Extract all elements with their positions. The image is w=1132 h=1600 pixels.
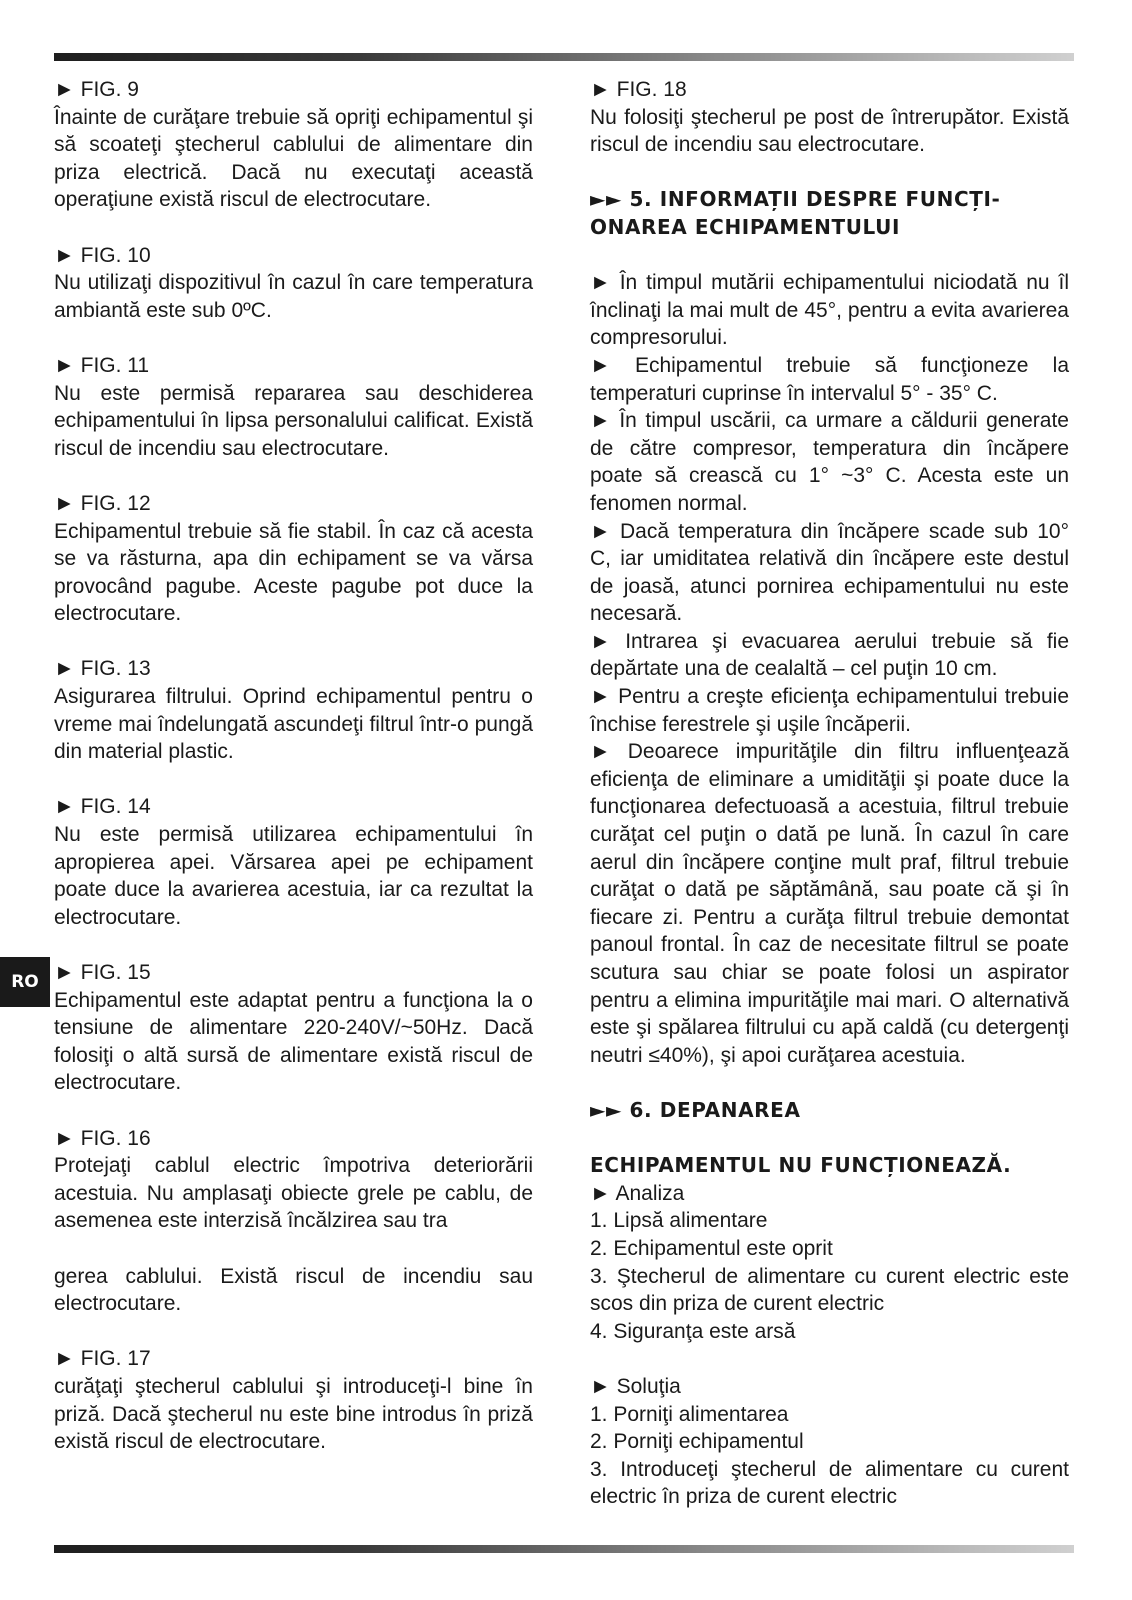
fig-label: ► FIG. 16 [54,1126,151,1150]
fig-label: ► FIG. 13 [54,657,151,681]
section-6-subheading: ECHIPAMENTUL NU FUNCȚIONEAZĂ. [590,1153,1012,1178]
fig-text: Nu folosiţi ştecherul pe post de întrerupător. Există riscul de incendiu sau electrocutare. [590,105,1069,157]
bottom-rule [54,1545,1074,1553]
fig-text: Înainte de curăţare trebuie să opriţi echipamentul şi să scoateţi ştecherul cablului de alimentare din priza electrică. Dacă nu executaţi această operaţiune există riscul de electrocutare. [54,105,533,212]
left-column [54,76,533,1456]
solution-label: ► Soluţia [590,1374,681,1398]
info-item: ► Pentru a creşte eficienţa echipamentului trebuie închise ferestrele şi uşile încăperii. [590,685,1069,736]
info-item: ► În timpul mutării echipamentului niciodată nu îl înclinaţi la mai mult de 45°, pentru a evita avarierea compresorului. [590,271,1069,350]
fig-text: Echipamentul este adaptat pentru a funcţiona la o tensiune de alimentare 220-240V/~50Hz. Dacă folosiţi o altă sursă de alimentare există riscul de electrocutare. [54,988,533,1095]
fig12-block [54,490,533,628]
info-item: ► Deoarece impurităţile din filtru influenţează eficienţa de eliminare a umidităţii şi poate duce la funcţionarea defectuoasă a acestuia, filtrul trebuie curăţat cel puţin o dată pe lună. În cazul în care aerul din încăpere conţine mult praf, filtrul trebuie curăţat o dată pe săptămână, sau poate că şi în fiecare zi. Pentru a curăţa filtrul trebuie demontat panoul frontal. În caz de necesitate filtrul se poate scutura sau chiar se poate folosi un aspirator pentru a elimina impurităţile mai mari. O alternativă este şi spălarea filtrului cu apă caldă (cu detergenţi neutri ≤40%), şi apoi curăţarea acestuia. [590,740,1069,1067]
fig16-block [54,1125,533,1318]
analysis-item: 4. Siguranţa este arsă [590,1319,796,1343]
analysis-item: 3. Ştecherul de alimentare cu curent electric este scos din priza de curent electric [590,1264,1069,1316]
fig13-block [54,655,533,765]
fig17-block [54,1345,533,1455]
fig-text: Nu utilizaţi dispozitivul în cazul în care temperatura ambiantă este sub 0ºC. [54,271,533,322]
analysis-item: 1. Lipsă alimentare [590,1209,768,1233]
fig18-block [590,76,1069,159]
section-5 [590,186,1069,1069]
fig-text-continued: gerea cablului. Există riscul de incendiu sau electrocutare. [54,1264,533,1316]
fig-label: ► FIG. 9 [54,78,139,101]
info-item: ► În timpul uscării, ca urmare a căldurii generate de către compresor, temperatura din încăpere poate să crească cu 1° ~3° C. Acesta este un fenomen normal. [590,409,1069,515]
fig-label: ► FIG. 15 [54,961,151,984]
info-item: ► Echipamentul trebuie să funcţioneze la temperaturi cuprinse în intervalul 5° - 35° C. [590,353,1069,405]
fig9-block [54,76,533,214]
info-item: ► Dacă temperatura din încăpere scade sub 10° C, iar umiditatea relativă din încăpere este destul de joasă, atunci pornirea echipamentului nu este necesară. [590,519,1069,626]
fig-label: ► FIG. 10 [54,243,151,267]
fig-text: Protejaţi cablul electric împotriva deteriorării acestuia. Nu amplasaţi obiecte grele pe cablu, de asemenea este interzisă încălzirea sau tra [54,1154,533,1233]
language-badge: RO [0,957,50,1007]
fig-text: curăţaţi ştecherul cablului şi introduceţi-l bine în priză. Dacă ştecherul nu este bine introdus în priză există riscul de electrocutare. [54,1374,533,1454]
analysis-item: 2. Echipamentul este oprit [590,1236,833,1260]
fig15-block [54,959,533,1097]
analysis-label: ► Analiza [590,1181,685,1205]
fig-label: ► FIG. 18 [590,78,687,101]
solution-item: 1. Porniţi alimentarea [590,1402,789,1426]
top-rule [54,53,1074,61]
fig-label: ► FIG. 11 [54,353,150,377]
solution-item: 2. Porniţi echipamentul [590,1430,804,1454]
fig11-block [54,352,533,462]
section-5-heading-cont: ONAREA ECHIPAMENTULUI [590,214,901,239]
info-item: ► Intrarea şi evacuarea aerului trebuie să fie depărtate una de cealaltă – cel puţin 10 cm. [590,629,1069,681]
fig-text: Nu este permisă utilizarea echipamentului în apropierea apei. Vărsarea apei pe echipament poate duce la avarierea acestuia, iar ca rezultat la electrocutare. [54,823,533,929]
fig-label: ► FIG. 17 [54,1347,151,1371]
solution-item: 3. Introduceţi ştecherul de alimentare cu curent electric în priza de curent electric [590,1457,1069,1509]
fig-label: ► FIG. 12 [54,491,151,515]
fig14-block [54,793,533,931]
fig-text: Nu este permisă repararea sau deschiderea echipamentului în lipsa personalului calificat. Există riscul de incendiu sau electrocutare. [54,381,533,460]
section-5-heading: ►► 5. INFORMAȚII DESPRE FUNCȚI- [590,187,1001,212]
fig-text: Echipamentul trebuie să fie stabil. În caz că acesta se va răsturna, apa din echipament se va vărsa provocând pagube. Aceste pagube pot duce la electrocutare. [54,519,533,626]
fig10-block [54,242,533,325]
section-6 [590,1097,1069,1511]
section-6-heading: ►► 6. DEPANAREA [590,1097,801,1122]
right-column [590,76,1069,1511]
fig-text: Asigurarea filtrului. Oprind echipamentul pentru o vreme mai îndelungată ascundeţi filtrul într-o pungă din material plastic. [54,685,533,764]
fig-label: ► FIG. 14 [54,795,151,819]
